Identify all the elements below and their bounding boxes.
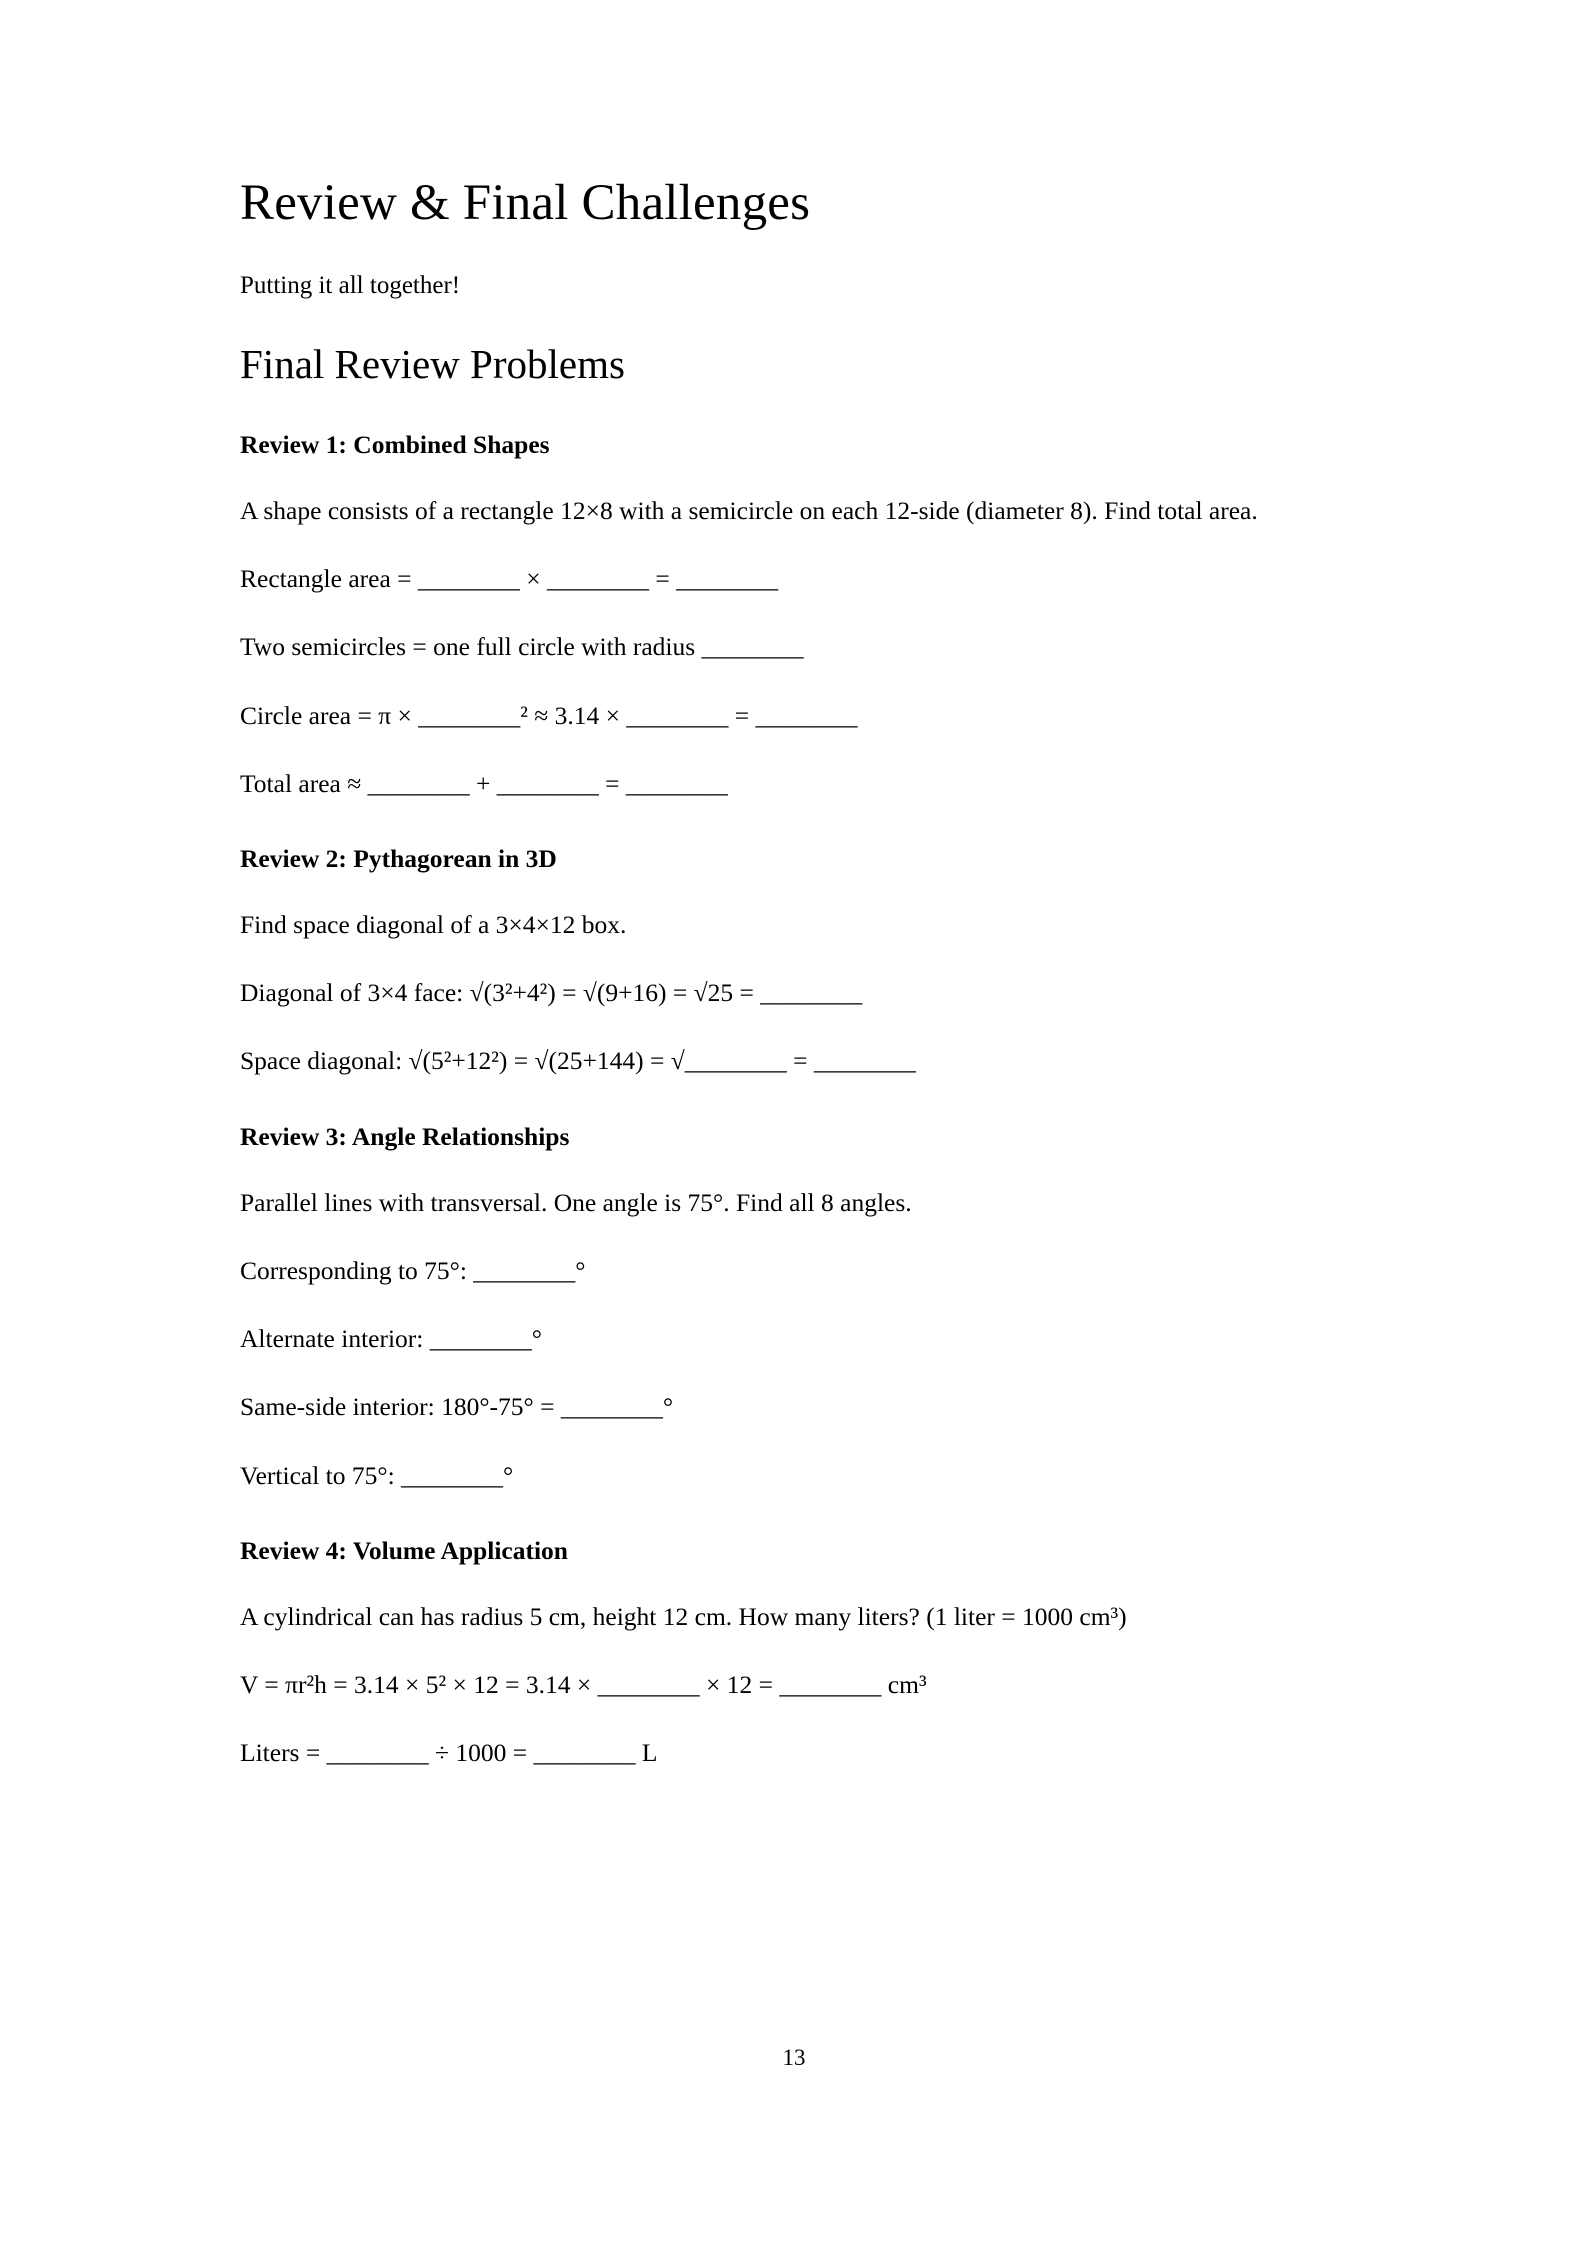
work-line-vertical-angle: Vertical to 75°: ________° xyxy=(240,1460,514,1490)
page-number: 13 xyxy=(782,2045,806,2070)
work-line-face-diagonal: Diagonal of 3×4 face: √(3²+4²) = √(9+16) = √25 = ________ xyxy=(240,978,863,1008)
problem-heading-review-4: Review 4: Volume Application xyxy=(240,1535,568,1565)
work-line-alternate-interior: Alternate interior: ________° xyxy=(240,1324,542,1354)
section-heading: Final Review Problems xyxy=(240,340,625,387)
work-line-liters-conversion: Liters = ________ ÷ 1000 = ________ L xyxy=(240,1738,658,1768)
problem-heading-review-2: Review 2: Pythagorean in 3D xyxy=(240,843,557,873)
problem-prompt-review-3: Parallel lines with transversal. One angle is 75°. Find all 8 angles. xyxy=(240,1187,912,1217)
work-line-circle-area: Circle area = π × ________² ≈ 3.14 × ________ = ________ xyxy=(240,700,858,730)
page-title: Review & Final Challenges xyxy=(240,175,811,231)
problem-heading-review-3: Review 3: Angle Relationships xyxy=(240,1121,570,1151)
document-content xyxy=(240,175,1330,1772)
document-subtitle: Putting it all together! xyxy=(240,272,461,300)
problem-prompt-review-1: A shape consists of a rectangle 12×8 with a semicircle on each 12-side (diameter 8). Find total area. xyxy=(240,495,1258,525)
work-line-rectangle-area: Rectangle area = ________ × ________ = ________ xyxy=(240,564,779,594)
work-line-corresponding-angle: Corresponding to 75°: ________° xyxy=(240,1256,586,1285)
work-line-cylinder-volume: V = πr²h = 3.14 × 5² × 12 = 3.14 × ________ × 12 = ________ cm³ xyxy=(240,1670,927,1700)
problem-prompt-review-2: Find space diagonal of a 3×4×12 box. xyxy=(240,910,627,940)
problem-heading-review-1: Review 1: Combined Shapes xyxy=(240,429,550,459)
work-line-same-side-interior: Same-side interior: 180°-75° = ________° xyxy=(240,1392,674,1422)
work-line-two-semicircles: Two semicircles = one full circle with radius ________ xyxy=(240,632,804,662)
problem-prompt-review-4: A cylindrical can has radius 5 cm, height 12 cm. How many liters? (1 liter = 1000 cm³) xyxy=(240,1601,1127,1631)
work-line-total-area: Total area ≈ ________ + ________ = ________ xyxy=(240,768,728,798)
work-line-space-diagonal: Space diagonal: √(5²+12²) = √(25+144) = √________ = ________ xyxy=(240,1046,916,1076)
